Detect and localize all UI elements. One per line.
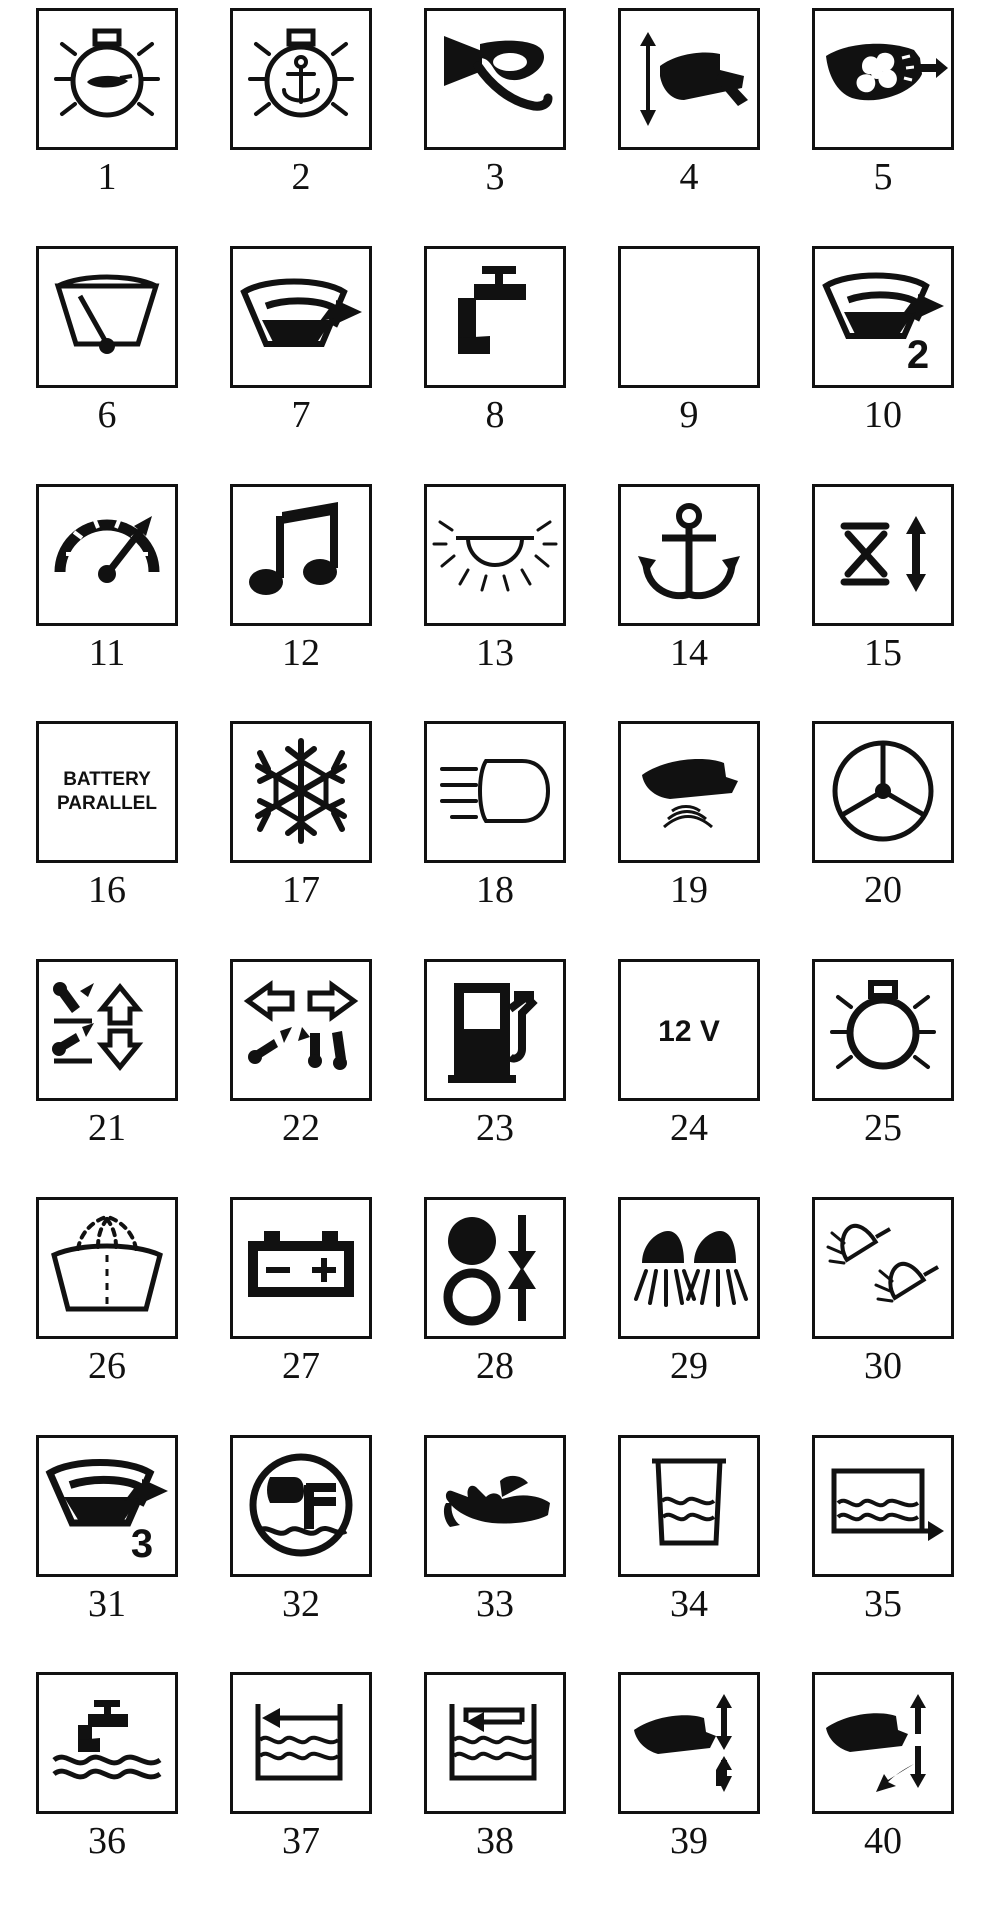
symbol-cell [398,1672,592,1910]
symbol-cell [398,721,592,959]
svg-text:3: 3 [130,1521,154,1566]
symbol-cell [10,1672,204,1910]
symbol-number: 25 [864,1107,902,1149]
symbol-cell [204,246,398,484]
raise-lower-icon [424,1197,566,1339]
spotlight-boat-lamp-icon [36,8,178,150]
symbol-number: 6 [97,393,117,436]
symbol-cell [786,246,980,484]
windshield-wiper-3-icon [36,1435,178,1577]
symbol-cell [786,484,980,722]
symbol-cell [786,1435,980,1673]
scissor-lift-icon [812,484,954,626]
symbol-cell [786,721,980,959]
faucet-water-icon [424,246,566,388]
blank-symbol [618,246,760,388]
symbol-cell [786,1197,980,1435]
dual-spreader-lights-icon [812,1197,954,1339]
symbol-number: 11 [88,631,126,674]
symbol-number: 28 [476,1344,514,1387]
battery-icon [230,1197,372,1339]
symbol-number: 17 [282,869,320,912]
symbol-cell [592,484,786,722]
symbol-number: 39 [670,1820,708,1863]
sonar-depth-finder-icon [618,721,760,863]
boat-trim-up-down-icon [618,1672,760,1814]
symbol-cell [204,1672,398,1910]
dual-trim-tabs-icon [230,959,372,1101]
anchor-icon [618,484,760,626]
symbol-number: 5 [873,156,893,198]
symbol-number: 10 [864,393,902,436]
symbol-cell [398,959,592,1197]
bilge-pump-out-icon [812,1435,954,1577]
symbol-number: 20 [864,869,902,912]
fuel-pump-icon [424,959,566,1101]
battery-parallel-line1: BATTERY [63,769,151,791]
symbol-number: 15 [864,631,902,674]
symbol-cell [592,721,786,959]
symbol-cell [592,8,786,246]
symbol-number: 34 [670,1582,708,1625]
lamp-plain-icon [812,959,954,1101]
symbol-cell [10,246,204,484]
symbol-cell [786,8,980,246]
symbol-cell [204,8,398,246]
symbol-cell [10,959,204,1197]
deck-wash-icon [36,1672,178,1814]
boat-trim-vertical-icon [618,8,760,150]
symbol-number: 36 [88,1820,126,1863]
symbol-number: 2 [291,156,311,198]
symbol-cell [10,721,204,959]
twelve-volt-label [618,959,760,1101]
symbol-number: 37 [282,1820,320,1863]
symbol-cell [204,484,398,722]
symbol-number: 26 [88,1344,126,1387]
twelve-volt-text: 12 V [658,1015,720,1048]
symbol-cell [204,1435,398,1673]
symbol-cell [592,1435,786,1673]
anchor-light-icon [230,8,372,150]
symbol-number: 9 [679,393,699,436]
symbol-cell [204,1197,398,1435]
battery-parallel-line2: PARALLEL [57,793,157,815]
symbol-number: 16 [88,869,126,912]
battery-parallel-label [36,721,178,863]
symbol-cell [398,8,592,246]
svg-text:2: 2 [906,332,930,377]
symbol-cell [10,484,204,722]
windshield-wiper-icon [230,246,372,388]
symbol-number: 29 [670,1344,708,1387]
symbol-number: 33 [476,1582,514,1625]
underwater-light-icon [230,1435,372,1577]
symbol-cell [10,1197,204,1435]
symbol-cell [592,1672,786,1910]
symbol-number: 13 [476,631,514,674]
symbol-number: 30 [864,1344,902,1387]
dome-light-icon [424,484,566,626]
single-trim-tab-icon [36,959,178,1101]
symbol-number: 19 [670,869,708,912]
symbol-cell [10,8,204,246]
symbol-number: 27 [282,1344,320,1387]
symbol-number: 21 [88,1107,126,1149]
dual-flood-lights-icon [618,1197,760,1339]
symbol-cell [204,959,398,1197]
symbol-cell [592,959,786,1197]
headlight-icon [424,721,566,863]
symbol-cell [204,721,398,959]
windshield-wiper-2-icon [812,246,954,388]
symbol-number: 40 [864,1820,902,1863]
symbol-cell [10,1435,204,1673]
symbol-number: 12 [282,631,320,674]
symbol-number: 38 [476,1820,514,1863]
boat-trim-tilt-icon [812,1672,954,1814]
symbol-number: 35 [864,1582,902,1625]
livewell-recirculate-icon [424,1672,566,1814]
symbol-number: 4 [679,156,699,198]
hand-boat-icon [424,1435,566,1577]
horn-icon [424,8,566,150]
symbol-number: 24 [670,1107,708,1149]
snowflake-icon [230,721,372,863]
symbol-number: 8 [485,393,505,436]
symbol-number: 1 [97,156,117,198]
symbol-number: 31 [88,1582,126,1625]
symbol-number: 18 [476,869,514,912]
speedometer-icon [36,484,178,626]
symbol-number: 14 [670,631,708,674]
symbol-cell [786,1672,980,1910]
livewell-fill-icon [230,1672,372,1814]
gauge-meter-icon [36,246,178,388]
symbol-number: 22 [282,1107,320,1149]
symbol-cell [398,246,592,484]
symbol-number: 7 [291,393,311,436]
symbol-cell [398,1435,592,1673]
music-notes-icon [230,484,372,626]
symbol-number: 23 [476,1107,514,1149]
symbol-number: 32 [282,1582,320,1625]
livewell-icon [618,1435,760,1577]
steering-wheel-icon [812,721,954,863]
symbol-cell [398,1197,592,1435]
symbol-cell [398,484,592,722]
symbol-cell [592,246,786,484]
windshield-washer-icon [36,1197,178,1339]
blower-fan-icon [812,8,954,150]
symbol-cell [592,1197,786,1435]
symbol-number: 3 [485,156,505,198]
symbol-cell [786,959,980,1197]
